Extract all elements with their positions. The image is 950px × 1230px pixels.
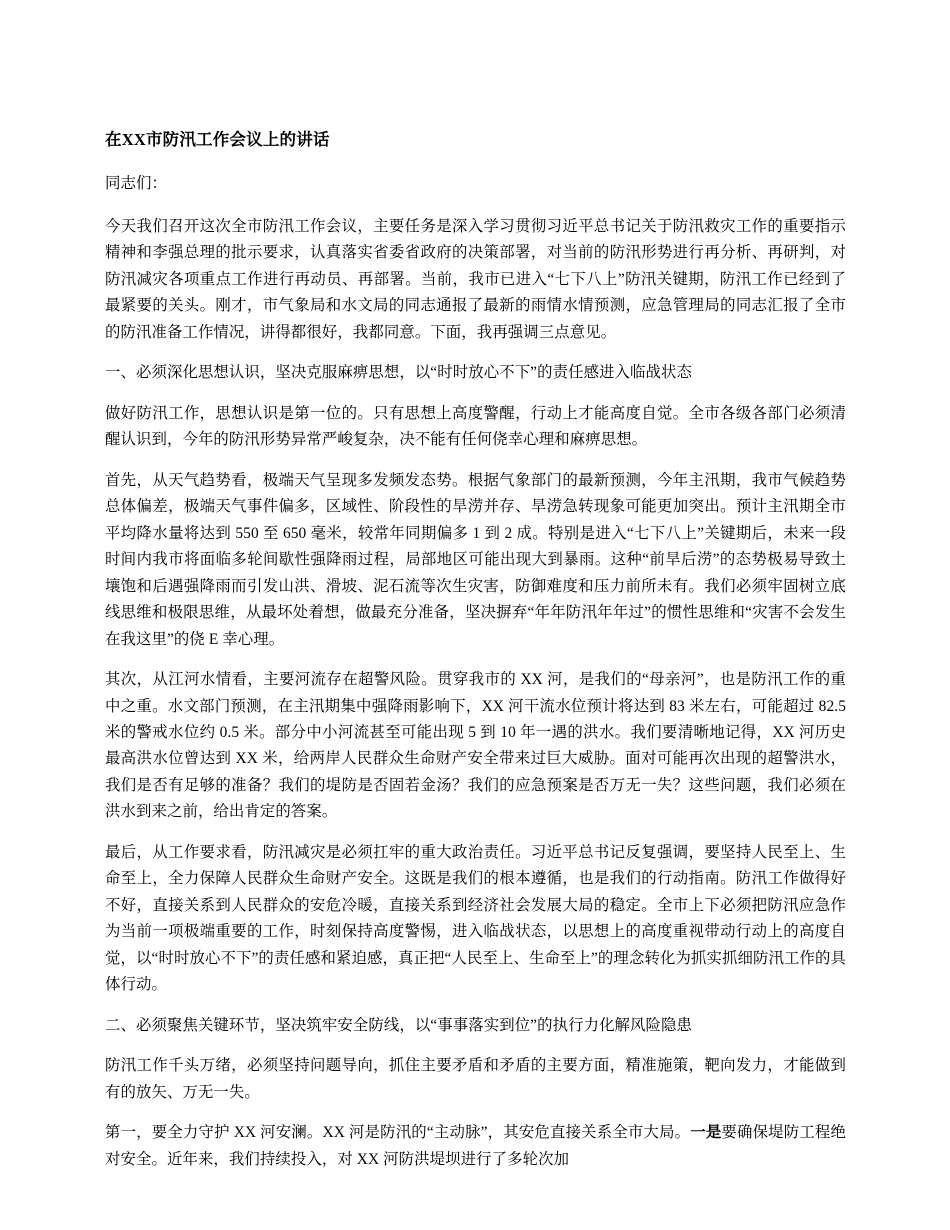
paragraph-section1-lead: 做好防汛工作，思想认识是第一位的。只有思想上高度警醒，行动上才能高度自觉。全市各级各部门必须清醒认识到，今年的防汛形势异常严峻复杂，决不能有任何侥幸心理和麻痹思想。 — [105, 404, 846, 449]
paragraph-intro: 今天我们召开这次全市防汛工作会议，主要任务是深入学习贯彻习近平总书记关于防汛救灾工作的重要指示精神和李强总理的批示要求，认真落实省委省政府的决策部署，对当前的防汛形势进行再分析、再研判，对防汛减灾各项重点工作进行再动员、再部署。当前，我市已进入“七下八上”防汛关键期，防汛工作已经到了最紧要的关头。刚才，市气象局和水文局的同志通报了最新的雨情水情预测，应急管理局的同志汇报了全市的防汛准备工作情况，讲得都很好，我都同意。下面，我再强调三点意见。 — [105, 217, 846, 341]
text-run: 要确保堤防工程绝对安全。近年来，我们持续投入，对 XX 河防洪堤坝进行了多轮次加 — [105, 1124, 846, 1168]
page-title: 在XX市防汛工作会议上的讲话 — [105, 130, 330, 149]
paragraph-section1-second: 其次，从江河水情看，主要河流存在超警风险。贯穿我市的 XX 河，是我们的“母亲河”，也是防汛工作的重中之重。水文部门预测，在主汛期集中强降雨影响下，XX 河干流水位预计将达到 83 米左右，可能超过 82.5 米的警戒水位约 0.5 米。部分中小河流甚至可能出现 5 到 10 年一遇的洪水。我们要清晰地记得，XX 河历史最高洪水位曾达到 XX 米，给两岸人民群众生命财产安全带来过巨大威胁。面对可能再次出现的超警洪水，我们是否有足够的准备？我们的堤防是否固若金汤？我们的应急预案是否万无一失？这些问题，我们必须在洪水到来之前，给出肯定的答案。 — [105, 671, 846, 821]
salutation: 同志们： — [105, 174, 168, 192]
paragraph-section2-point-one — [105, 1120, 846, 1173]
section-heading-two: 二、必须聚焦关键环节，坚决筑牢安全防线，以“事事落实到位”的执行力化解风险隐患 — [105, 1016, 693, 1034]
section-heading-one: 一、必须深化思想认识，坚决克服麻痹思想，以“时时放心不下”的责任感进入临战状态 — [105, 364, 693, 382]
paragraph-section1-third: 最后，从工作要求看，防汛减灾是必须扛牢的重大政治责任。习近平总书记反复强调，要坚持人民至上、生命至上，全力保障人民群众生命财产安全。这既是我们的根本遵循，也是我们的行动指南。防汛工作做得好不好，直接关系到人民群众的安危冷暖，直接关系到经济社会发展大局的稳定。全市上下必须把防汛应急作为当前一项极端重要的工作，时刻保持高度警惕，进入临战状态，以思想上的高度重视带动行动上的高度自觉，以“时时放心不下”的责任感和紧迫感，真正把“人民至上、生命至上”的理念转化为抓实抓细防汛工作的具体行动。 — [105, 843, 846, 994]
bold-run: 一是 — [690, 1124, 722, 1142]
paragraph-section2-lead: 防汛工作千头万绪，必须坚持问题导向，抓住主要矛盾和矛盾的主要方面，精准施策，靶向发力，才能做到有的放矢、万无一失。 — [105, 1057, 846, 1101]
paragraph-section1-first: 首先，从天气趋势看，极端天气呈现多发频发态势。根据气象部门的最新预测，今年主汛期，我市气候趋势总体偏差，极端天气事件偏多，区域性、阶段性的旱涝并存、旱涝急转现象可能更加突出。预计主汛期全市平均降水量将达到 550 至 650 毫米，较常年同期偏多 1 到 2 成。特别是进入“七下八上”关键期后，未来一段时间内我市将面临多轮间歇性强降雨过程，局部地区可能出现大到暴雨。这种“前旱后涝”的态势极易导致土壤饱和后遇强降雨而引发山洪、滑坡、泥石流等次生灾害，防御难度和压力前所未有。我们必须牢固树立底线思维和极限思维，从最坏处着想，做最充分准备，坚决摒弃“年年防汛年年过”的惯性思维和“灾害不会发生在我这里”的侥 E 幸心理。 — [105, 471, 846, 648]
text-run: 第一，要全力守护 XX 河安澜。XX 河是防汛的“主动脉”，其安危直接关系全市大局。 — [105, 1124, 691, 1142]
